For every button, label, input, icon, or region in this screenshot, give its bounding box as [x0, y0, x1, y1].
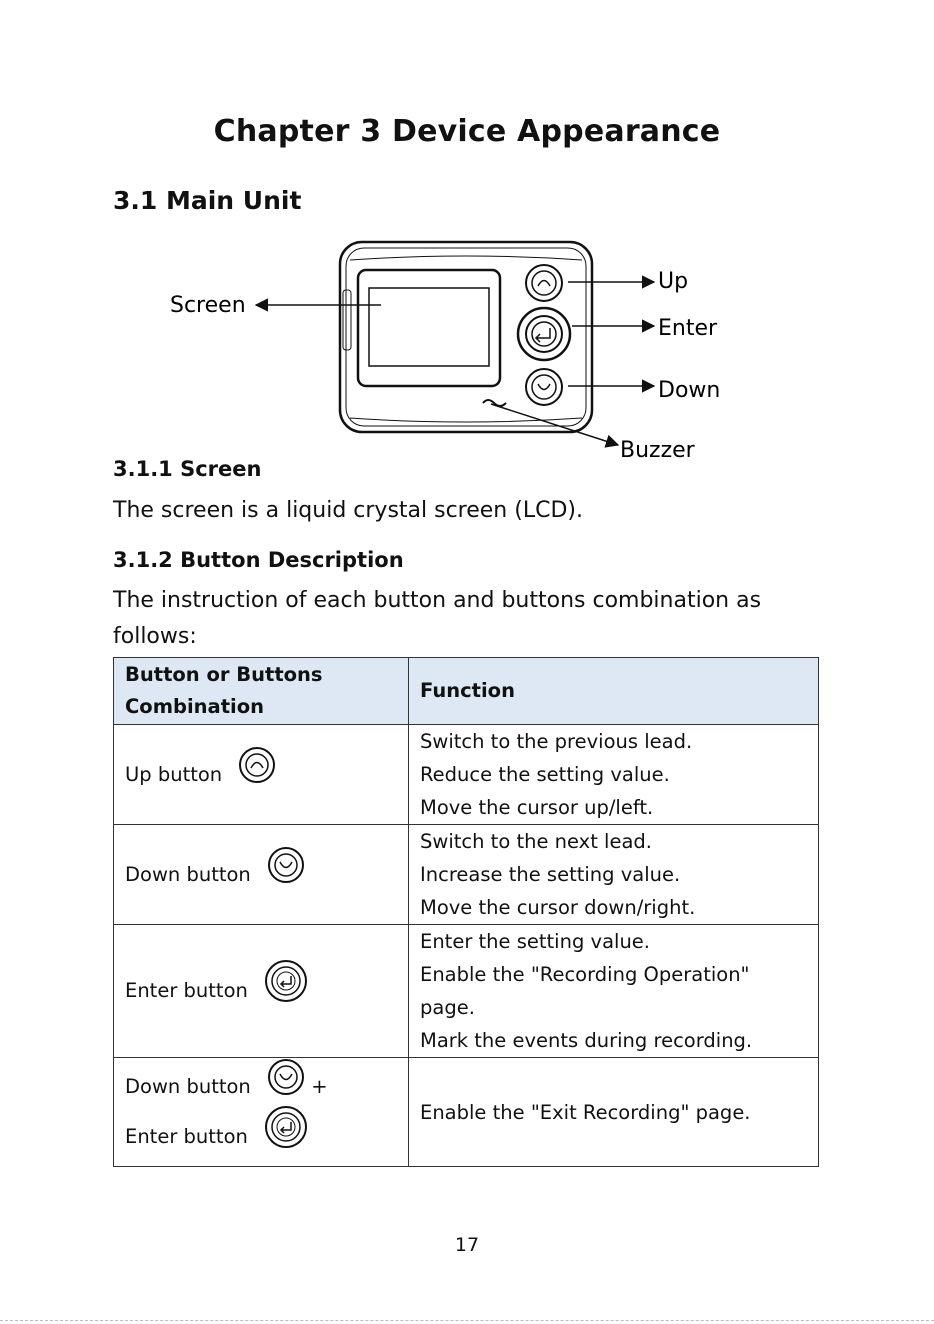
function-line: Enter the setting value.	[420, 930, 651, 953]
function-line: Enable the "Exit Recording" page.	[420, 1100, 751, 1124]
button-name: Enter button	[125, 1125, 248, 1148]
enter-button-icon	[518, 308, 570, 360]
table-header-row	[114, 658, 819, 725]
header-function: Function	[409, 658, 819, 725]
button-name: Down button	[125, 863, 251, 886]
down-icon	[267, 1058, 305, 1096]
buzzer-arrow	[491, 404, 618, 445]
combo-line-2	[125, 1112, 397, 1162]
bottom-divider	[0, 1320, 934, 1321]
down-button-icon	[526, 369, 562, 405]
header-button-combination	[114, 658, 409, 725]
up-icon	[238, 746, 276, 784]
enter-icon	[264, 959, 308, 1003]
function-cell	[409, 1058, 819, 1167]
button-name: Down button	[125, 1075, 251, 1098]
function-line: Switch to the previous lead.	[420, 730, 693, 753]
screen-icon	[358, 270, 500, 386]
button-cell	[114, 725, 409, 825]
up-button-icon	[526, 265, 562, 301]
page-number: 17	[454, 1234, 480, 1256]
down-label: Down	[658, 378, 721, 403]
button-cell	[114, 825, 409, 925]
enter-label: Enter	[658, 316, 718, 341]
up-label: Up	[658, 269, 689, 294]
function-line: Increase the setting value.	[420, 863, 681, 886]
function-cell	[409, 825, 819, 925]
enter-icon	[264, 1105, 308, 1149]
table-row	[114, 725, 819, 825]
plus-sign: +	[311, 1075, 328, 1098]
table-row	[114, 1058, 819, 1167]
button-cell	[114, 925, 409, 1058]
function-cell	[409, 925, 819, 1058]
function-line: Enable the "Recording Operation"	[420, 963, 750, 986]
function-line: page.	[420, 996, 475, 1019]
section-title: 3.1 Main Unit	[113, 186, 302, 215]
down-icon	[267, 846, 305, 884]
button-name: Enter button	[125, 979, 248, 1003]
button-description-table	[113, 657, 819, 1167]
button-cell	[114, 1058, 409, 1167]
screen-subsection-title: 3.1.1 Screen	[113, 457, 262, 481]
chapter-title: Chapter 3 Device Appearance	[213, 114, 721, 149]
button-subsection-title: 3.1.2 Button Description	[113, 548, 404, 572]
table-row	[114, 925, 819, 1058]
button-intro-line1: The instruction of each button and buttons combination as	[113, 588, 762, 613]
table-row	[114, 825, 819, 925]
header-col1-line1: Button or Buttons	[125, 663, 323, 686]
combo-line-1	[125, 1062, 397, 1112]
function-line: Mark the events during recording.	[420, 1029, 753, 1052]
function-line: Move the cursor up/left.	[420, 796, 654, 819]
screen-description: The screen is a liquid crystal screen (LCD).	[113, 498, 583, 523]
device-diagram	[0, 230, 934, 470]
screen-label: Screen	[170, 293, 246, 318]
button-name: Up button	[125, 763, 223, 786]
function-line: Move the cursor down/right.	[420, 896, 696, 919]
header-col1-line2: Combination	[125, 695, 264, 718]
button-intro	[113, 583, 813, 655]
function-line: Switch to the next lead.	[420, 830, 652, 853]
function-cell	[409, 725, 819, 825]
button-intro-line2: follows:	[113, 624, 197, 649]
buzzer-label: Buzzer	[620, 438, 695, 463]
function-line: Reduce the setting value.	[420, 763, 670, 786]
